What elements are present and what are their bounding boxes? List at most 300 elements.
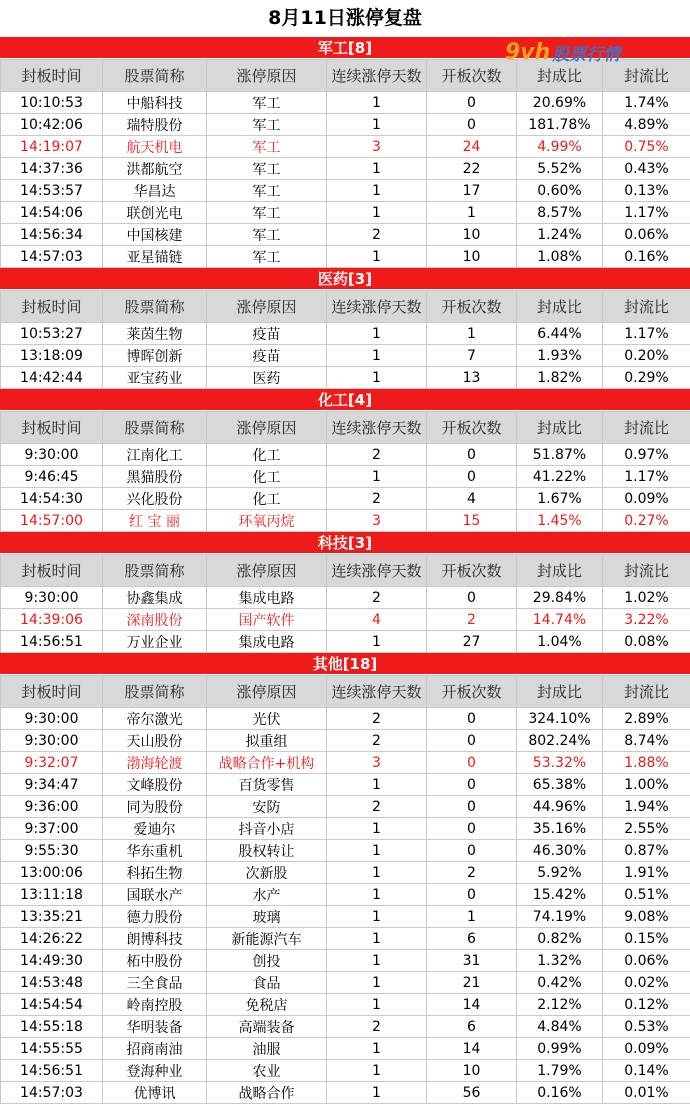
cell-stock-name: 三全食品 xyxy=(103,972,207,994)
cell-open-count: 10 xyxy=(427,246,517,268)
cell-limit-reason: 创投 xyxy=(207,950,327,972)
cell-limit-reason: 军工 xyxy=(207,180,327,202)
cell-seal-turnover-ratio: 1.45% xyxy=(517,510,603,532)
cell-open-count: 0 xyxy=(427,796,517,818)
cell-seal-float-ratio: 1.17% xyxy=(603,202,690,224)
column-header-consecutive-days: 连续涨停天数 xyxy=(327,291,427,323)
cell-limit-reason: 化工 xyxy=(207,444,327,466)
cell-limit-reason: 化工 xyxy=(207,488,327,510)
cell-consecutive-days: 2 xyxy=(327,224,427,246)
cell-seal-float-ratio: 0.15% xyxy=(603,928,690,950)
table-row xyxy=(1,587,690,609)
cell-limit-reason: 百货零售 xyxy=(207,774,327,796)
column-header-limit-reason: 涨停原因 xyxy=(207,555,327,587)
cell-seal-float-ratio: 0.14% xyxy=(603,1060,690,1082)
section-header: 其他[18] xyxy=(0,653,690,675)
cell-seal-float-ratio: 1.02% xyxy=(603,587,690,609)
cell-stock-name: 招商南油 xyxy=(103,1038,207,1060)
cell-open-count: 14 xyxy=(427,1038,517,1060)
table-row xyxy=(1,972,690,994)
cell-seal-time: 9:55:30 xyxy=(1,840,103,862)
column-header-open-count: 开板次数 xyxy=(427,291,517,323)
table-row xyxy=(1,862,690,884)
table-row xyxy=(1,752,690,774)
column-header-seal-float-ratio: 封流比 xyxy=(603,60,690,92)
cell-limit-reason: 国产软件 xyxy=(207,609,327,631)
cell-seal-time: 14:56:34 xyxy=(1,224,103,246)
cell-seal-time: 9:34:47 xyxy=(1,774,103,796)
cell-limit-reason: 军工 xyxy=(207,202,327,224)
table-row xyxy=(1,609,690,631)
cell-seal-float-ratio: 9.08% xyxy=(603,906,690,928)
column-header-stock-name: 股票简称 xyxy=(103,555,207,587)
table-row xyxy=(1,708,690,730)
cell-open-count: 1 xyxy=(427,323,517,345)
cell-consecutive-days: 1 xyxy=(327,1060,427,1082)
cell-open-count: 0 xyxy=(427,774,517,796)
column-header-open-count: 开板次数 xyxy=(427,412,517,444)
table-row xyxy=(1,774,690,796)
cell-limit-reason: 军工 xyxy=(207,114,327,136)
cell-open-count: 0 xyxy=(427,818,517,840)
cell-open-count: 56 xyxy=(427,1082,517,1104)
cell-seal-turnover-ratio: 0.82% xyxy=(517,928,603,950)
table-row xyxy=(1,884,690,906)
cell-open-count: 22 xyxy=(427,158,517,180)
cell-stock-name: 红 宝 丽 xyxy=(103,510,207,532)
column-header-consecutive-days: 连续涨停天数 xyxy=(327,555,427,587)
cell-seal-time: 14:55:55 xyxy=(1,1038,103,1060)
stock-table xyxy=(0,411,690,532)
cell-seal-time: 14:55:18 xyxy=(1,1016,103,1038)
column-header-row xyxy=(1,291,690,323)
cell-consecutive-days: 1 xyxy=(327,994,427,1016)
cell-open-count: 17 xyxy=(427,180,517,202)
column-header-limit-reason: 涨停原因 xyxy=(207,676,327,708)
cell-limit-reason: 油服 xyxy=(207,1038,327,1060)
cell-stock-name: 科拓生物 xyxy=(103,862,207,884)
cell-stock-name: 万业企业 xyxy=(103,631,207,653)
cell-seal-float-ratio: 0.12% xyxy=(603,994,690,1016)
column-header-stock-name: 股票简称 xyxy=(103,412,207,444)
cell-limit-reason: 军工 xyxy=(207,158,327,180)
table-row xyxy=(1,840,690,862)
column-header-seal-float-ratio: 封流比 xyxy=(603,676,690,708)
table-row xyxy=(1,180,690,202)
cell-seal-turnover-ratio: 8.57% xyxy=(517,202,603,224)
cell-seal-float-ratio: 0.27% xyxy=(603,510,690,532)
cell-limit-reason: 疫苗 xyxy=(207,323,327,345)
cell-seal-time: 14:57:03 xyxy=(1,1082,103,1104)
column-header-row xyxy=(1,412,690,444)
cell-seal-turnover-ratio: 15.42% xyxy=(517,884,603,906)
cell-seal-float-ratio: 2.89% xyxy=(603,708,690,730)
cell-stock-name: 文峰股份 xyxy=(103,774,207,796)
table-row xyxy=(1,510,690,532)
cell-consecutive-days: 2 xyxy=(327,796,427,818)
limit-up-review-sheet xyxy=(0,37,690,1104)
cell-stock-name: 江南化工 xyxy=(103,444,207,466)
column-header-seal-time: 封板时间 xyxy=(1,412,103,444)
cell-stock-name: 国联水产 xyxy=(103,884,207,906)
cell-seal-float-ratio: 1.00% xyxy=(603,774,690,796)
table-row xyxy=(1,323,690,345)
column-header-seal-turnover-ratio: 封成比 xyxy=(517,412,603,444)
column-header-stock-name: 股票简称 xyxy=(103,291,207,323)
cell-seal-time: 13:11:18 xyxy=(1,884,103,906)
column-header-consecutive-days: 连续涨停天数 xyxy=(327,60,427,92)
cell-seal-float-ratio: 0.09% xyxy=(603,488,690,510)
cell-open-count: 6 xyxy=(427,928,517,950)
cell-seal-time: 9:36:00 xyxy=(1,796,103,818)
cell-limit-reason: 拟重组 xyxy=(207,730,327,752)
table-row xyxy=(1,928,690,950)
cell-seal-float-ratio: 0.02% xyxy=(603,972,690,994)
cell-open-count: 2 xyxy=(427,609,517,631)
cell-seal-turnover-ratio: 65.38% xyxy=(517,774,603,796)
cell-open-count: 4 xyxy=(427,488,517,510)
cell-seal-turnover-ratio: 5.52% xyxy=(517,158,603,180)
table-row xyxy=(1,444,690,466)
cell-seal-time: 9:37:00 xyxy=(1,818,103,840)
cell-seal-float-ratio: 8.74% xyxy=(603,730,690,752)
cell-consecutive-days: 1 xyxy=(327,818,427,840)
cell-limit-reason: 集成电路 xyxy=(207,631,327,653)
column-header-limit-reason: 涨停原因 xyxy=(207,412,327,444)
column-header-consecutive-days: 连续涨停天数 xyxy=(327,412,427,444)
table-row xyxy=(1,246,690,268)
table-row xyxy=(1,202,690,224)
column-header-stock-name: 股票简称 xyxy=(103,60,207,92)
cell-seal-float-ratio: 1.94% xyxy=(603,796,690,818)
column-header-open-count: 开板次数 xyxy=(427,676,517,708)
section-header: 科技[3] xyxy=(0,532,690,554)
cell-seal-turnover-ratio: 1.32% xyxy=(517,950,603,972)
cell-limit-reason: 安防 xyxy=(207,796,327,818)
column-header-seal-turnover-ratio: 封成比 xyxy=(517,60,603,92)
cell-seal-turnover-ratio: 35.16% xyxy=(517,818,603,840)
cell-consecutive-days: 1 xyxy=(327,862,427,884)
cell-stock-name: 爱迪尔 xyxy=(103,818,207,840)
cell-seal-time: 14:56:51 xyxy=(1,1060,103,1082)
cell-stock-name: 亚星锚链 xyxy=(103,246,207,268)
cell-open-count: 27 xyxy=(427,631,517,653)
column-header-seal-turnover-ratio: 封成比 xyxy=(517,291,603,323)
section-header: 军工[8] xyxy=(0,37,690,59)
column-header-seal-time: 封板时间 xyxy=(1,555,103,587)
table-row xyxy=(1,631,690,653)
cell-seal-float-ratio: 0.43% xyxy=(603,158,690,180)
cell-limit-reason: 农业 xyxy=(207,1060,327,1082)
cell-seal-time: 14:56:51 xyxy=(1,631,103,653)
cell-seal-time: 13:00:06 xyxy=(1,862,103,884)
cell-seal-float-ratio: 1.17% xyxy=(603,466,690,488)
cell-seal-time: 10:53:27 xyxy=(1,323,103,345)
cell-seal-float-ratio: 1.74% xyxy=(603,92,690,114)
cell-seal-turnover-ratio: 6.44% xyxy=(517,323,603,345)
table-row xyxy=(1,114,690,136)
cell-seal-turnover-ratio: 4.99% xyxy=(517,136,603,158)
column-header-seal-float-ratio: 封流比 xyxy=(603,291,690,323)
section-header: 化工[4] xyxy=(0,389,690,411)
cell-seal-turnover-ratio: 51.87% xyxy=(517,444,603,466)
cell-seal-time: 14:53:57 xyxy=(1,180,103,202)
cell-stock-name: 柘中股份 xyxy=(103,950,207,972)
cell-limit-reason: 集成电路 xyxy=(207,587,327,609)
column-header-consecutive-days: 连续涨停天数 xyxy=(327,676,427,708)
cell-stock-name: 深南股份 xyxy=(103,609,207,631)
cell-limit-reason: 军工 xyxy=(207,136,327,158)
cell-seal-time: 14:39:06 xyxy=(1,609,103,631)
cell-consecutive-days: 1 xyxy=(327,158,427,180)
cell-seal-float-ratio: 0.29% xyxy=(603,367,690,389)
cell-consecutive-days: 1 xyxy=(327,906,427,928)
stock-table xyxy=(0,554,690,653)
column-header-limit-reason: 涨停原因 xyxy=(207,291,327,323)
cell-stock-name: 岭南控股 xyxy=(103,994,207,1016)
cell-seal-turnover-ratio: 1.79% xyxy=(517,1060,603,1082)
cell-consecutive-days: 2 xyxy=(327,1016,427,1038)
cell-stock-name: 洪都航空 xyxy=(103,158,207,180)
cell-consecutive-days: 1 xyxy=(327,631,427,653)
cell-limit-reason: 玻璃 xyxy=(207,906,327,928)
table-row xyxy=(1,136,690,158)
cell-seal-turnover-ratio: 1.08% xyxy=(517,246,603,268)
cell-open-count: 31 xyxy=(427,950,517,972)
cell-consecutive-days: 1 xyxy=(327,972,427,994)
cell-consecutive-days: 1 xyxy=(327,246,427,268)
table-row xyxy=(1,950,690,972)
cell-seal-float-ratio: 0.16% xyxy=(603,246,690,268)
cell-seal-float-ratio: 1.91% xyxy=(603,862,690,884)
cell-seal-time: 10:10:53 xyxy=(1,92,103,114)
cell-seal-time: 10:42:06 xyxy=(1,114,103,136)
table-row xyxy=(1,906,690,928)
cell-open-count: 0 xyxy=(427,114,517,136)
cell-stock-name: 瑞特股份 xyxy=(103,114,207,136)
column-header-row xyxy=(1,676,690,708)
cell-seal-float-ratio: 0.87% xyxy=(603,840,690,862)
cell-seal-turnover-ratio: 5.92% xyxy=(517,862,603,884)
table-row xyxy=(1,92,690,114)
cell-open-count: 7 xyxy=(427,345,517,367)
cell-consecutive-days: 1 xyxy=(327,1082,427,1104)
cell-seal-float-ratio: 2.55% xyxy=(603,818,690,840)
cell-seal-float-ratio: 0.06% xyxy=(603,224,690,246)
table-row xyxy=(1,158,690,180)
cell-stock-name: 帝尔激光 xyxy=(103,708,207,730)
cell-stock-name: 协鑫集成 xyxy=(103,587,207,609)
cell-seal-time: 14:57:03 xyxy=(1,246,103,268)
cell-limit-reason: 环氧丙烷 xyxy=(207,510,327,532)
cell-limit-reason: 疫苗 xyxy=(207,345,327,367)
cell-seal-turnover-ratio: 1.24% xyxy=(517,224,603,246)
cell-limit-reason: 食品 xyxy=(207,972,327,994)
cell-limit-reason: 军工 xyxy=(207,224,327,246)
cell-open-count: 14 xyxy=(427,994,517,1016)
page-title: 8月11日涨停复盘 xyxy=(268,7,422,29)
cell-seal-turnover-ratio: 44.96% xyxy=(517,796,603,818)
cell-consecutive-days: 3 xyxy=(327,136,427,158)
cell-seal-float-ratio: 0.01% xyxy=(603,1082,690,1104)
cell-seal-turnover-ratio: 324.10% xyxy=(517,708,603,730)
cell-limit-reason: 抖音小店 xyxy=(207,818,327,840)
cell-seal-time: 14:37:36 xyxy=(1,158,103,180)
cell-limit-reason: 化工 xyxy=(207,466,327,488)
table-row xyxy=(1,345,690,367)
table-row xyxy=(1,224,690,246)
column-header-open-count: 开板次数 xyxy=(427,60,517,92)
cell-consecutive-days: 1 xyxy=(327,323,427,345)
cell-seal-turnover-ratio: 802.24% xyxy=(517,730,603,752)
cell-stock-name: 同为股份 xyxy=(103,796,207,818)
cell-stock-name: 黑猫股份 xyxy=(103,466,207,488)
cell-open-count: 0 xyxy=(427,708,517,730)
table-row xyxy=(1,466,690,488)
column-header-seal-turnover-ratio: 封成比 xyxy=(517,555,603,587)
cell-consecutive-days: 1 xyxy=(327,92,427,114)
cell-stock-name: 德力股份 xyxy=(103,906,207,928)
cell-seal-float-ratio: 0.13% xyxy=(603,180,690,202)
cell-stock-name: 联创光电 xyxy=(103,202,207,224)
cell-limit-reason: 军工 xyxy=(207,92,327,114)
cell-limit-reason: 新能源汽车 xyxy=(207,928,327,950)
cell-seal-turnover-ratio: 53.32% xyxy=(517,752,603,774)
cell-stock-name: 优博讯 xyxy=(103,1082,207,1104)
column-header-row xyxy=(1,555,690,587)
column-header-row xyxy=(1,60,690,92)
cell-limit-reason: 战略合作+机构 xyxy=(207,752,327,774)
table-row xyxy=(1,994,690,1016)
cell-seal-float-ratio: 0.97% xyxy=(603,444,690,466)
cell-seal-float-ratio: 0.20% xyxy=(603,345,690,367)
cell-consecutive-days: 2 xyxy=(327,488,427,510)
cell-seal-float-ratio: 0.09% xyxy=(603,1038,690,1060)
table-row xyxy=(1,796,690,818)
cell-open-count: 2 xyxy=(427,862,517,884)
cell-stock-name: 中国核建 xyxy=(103,224,207,246)
cell-seal-float-ratio: 0.06% xyxy=(603,950,690,972)
cell-consecutive-days: 1 xyxy=(327,950,427,972)
cell-consecutive-days: 1 xyxy=(327,466,427,488)
cell-seal-float-ratio: 1.88% xyxy=(603,752,690,774)
table-row xyxy=(1,818,690,840)
cell-consecutive-days: 1 xyxy=(327,180,427,202)
cell-consecutive-days: 1 xyxy=(327,840,427,862)
cell-stock-name: 华东重机 xyxy=(103,840,207,862)
cell-open-count: 0 xyxy=(427,466,517,488)
cell-stock-name: 兴化股份 xyxy=(103,488,207,510)
cell-seal-time: 9:30:00 xyxy=(1,708,103,730)
cell-open-count: 10 xyxy=(427,1060,517,1082)
cell-open-count: 0 xyxy=(427,444,517,466)
cell-seal-time: 9:30:00 xyxy=(1,587,103,609)
cell-seal-float-ratio: 0.53% xyxy=(603,1016,690,1038)
column-header-seal-time: 封板时间 xyxy=(1,291,103,323)
section-header: 医药[3] xyxy=(0,268,690,290)
cell-consecutive-days: 1 xyxy=(327,114,427,136)
cell-limit-reason: 高端装备 xyxy=(207,1016,327,1038)
cell-seal-turnover-ratio: 1.04% xyxy=(517,631,603,653)
cell-seal-turnover-ratio: 1.82% xyxy=(517,367,603,389)
column-header-seal-time: 封板时间 xyxy=(1,676,103,708)
cell-open-count: 0 xyxy=(427,752,517,774)
stock-table xyxy=(0,59,690,268)
cell-consecutive-days: 3 xyxy=(327,510,427,532)
cell-open-count: 6 xyxy=(427,1016,517,1038)
table-row xyxy=(1,1082,690,1104)
cell-limit-reason: 次新股 xyxy=(207,862,327,884)
cell-seal-turnover-ratio: 46.30% xyxy=(517,840,603,862)
cell-stock-name: 渤海轮渡 xyxy=(103,752,207,774)
cell-limit-reason: 免税店 xyxy=(207,994,327,1016)
cell-open-count: 0 xyxy=(427,730,517,752)
cell-consecutive-days: 1 xyxy=(327,884,427,906)
cell-seal-float-ratio: 1.17% xyxy=(603,323,690,345)
cell-stock-name: 博晖创新 xyxy=(103,345,207,367)
cell-seal-float-ratio: 0.51% xyxy=(603,884,690,906)
stock-table xyxy=(0,290,690,389)
cell-open-count: 1 xyxy=(427,906,517,928)
cell-open-count: 24 xyxy=(427,136,517,158)
cell-stock-name: 天山股份 xyxy=(103,730,207,752)
column-header-open-count: 开板次数 xyxy=(427,555,517,587)
cell-open-count: 0 xyxy=(427,92,517,114)
cell-seal-time: 14:54:30 xyxy=(1,488,103,510)
cell-seal-time: 14:54:54 xyxy=(1,994,103,1016)
table-row xyxy=(1,1038,690,1060)
cell-consecutive-days: 1 xyxy=(327,367,427,389)
table-row xyxy=(1,1060,690,1082)
cell-seal-time: 9:30:00 xyxy=(1,730,103,752)
cell-stock-name: 亚宝药业 xyxy=(103,367,207,389)
cell-seal-time: 9:32:07 xyxy=(1,752,103,774)
cell-open-count: 15 xyxy=(427,510,517,532)
cell-seal-time: 14:19:07 xyxy=(1,136,103,158)
column-header-limit-reason: 涨停原因 xyxy=(207,60,327,92)
cell-limit-reason: 战略合作 xyxy=(207,1082,327,1104)
column-header-seal-time: 封板时间 xyxy=(1,60,103,92)
cell-open-count: 21 xyxy=(427,972,517,994)
cell-seal-turnover-ratio: 1.93% xyxy=(517,345,603,367)
cell-seal-turnover-ratio: 4.84% xyxy=(517,1016,603,1038)
column-header-stock-name: 股票简称 xyxy=(103,676,207,708)
table-row xyxy=(1,488,690,510)
cell-open-count: 0 xyxy=(427,884,517,906)
cell-seal-time: 9:30:00 xyxy=(1,444,103,466)
cell-seal-time: 14:49:30 xyxy=(1,950,103,972)
cell-seal-float-ratio: 4.89% xyxy=(603,114,690,136)
cell-consecutive-days: 1 xyxy=(327,1038,427,1060)
cell-consecutive-days: 1 xyxy=(327,202,427,224)
cell-seal-turnover-ratio: 74.19% xyxy=(517,906,603,928)
cell-seal-time: 13:35:21 xyxy=(1,906,103,928)
cell-consecutive-days: 1 xyxy=(327,345,427,367)
cell-seal-time: 14:54:06 xyxy=(1,202,103,224)
cell-seal-float-ratio: 0.75% xyxy=(603,136,690,158)
cell-seal-float-ratio: 0.08% xyxy=(603,631,690,653)
cell-limit-reason: 军工 xyxy=(207,246,327,268)
cell-stock-name: 登海种业 xyxy=(103,1060,207,1082)
cell-seal-time: 14:42:44 xyxy=(1,367,103,389)
cell-consecutive-days: 3 xyxy=(327,752,427,774)
cell-seal-time: 14:57:00 xyxy=(1,510,103,532)
cell-seal-turnover-ratio: 0.42% xyxy=(517,972,603,994)
cell-open-count: 1 xyxy=(427,202,517,224)
column-header-seal-float-ratio: 封流比 xyxy=(603,412,690,444)
column-header-seal-turnover-ratio: 封成比 xyxy=(517,676,603,708)
cell-seal-float-ratio: 3.22% xyxy=(603,609,690,631)
